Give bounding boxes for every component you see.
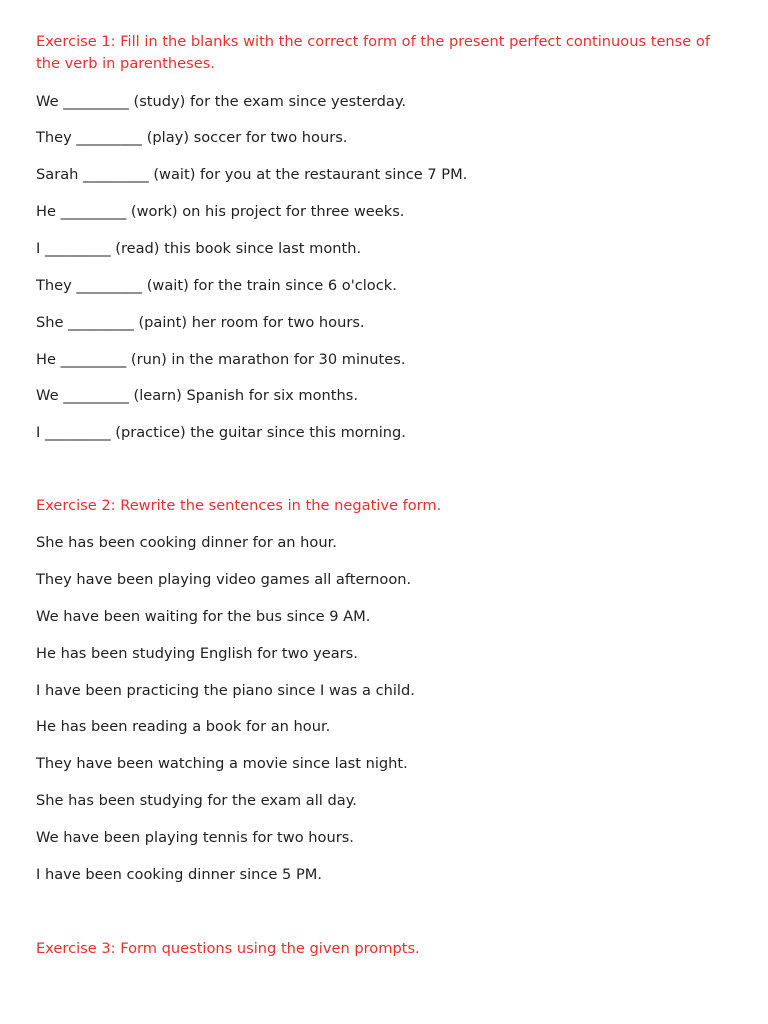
exercise2-item: She has been cooking dinner for an hour. — [36, 534, 337, 551]
exercise2-item: We have been playing tennis for two hours. — [36, 829, 354, 846]
exercise1-item: We _________ (learn) Spanish for six months. — [36, 387, 359, 404]
exercise1-item: I _________ (practice) the guitar since this morning. — [36, 424, 406, 441]
exercise1-item: They _________ (wait) for the train since 6 o'clock. — [36, 277, 397, 294]
exercise2-item: He has been reading a book for an hour. — [36, 718, 331, 735]
exercise2-heading: Exercise 2: Rewrite the sentences in the negative form. — [36, 497, 442, 514]
exercise2-item: They have been playing video games all afternoon. — [36, 571, 412, 588]
exercise2-item: He has been studying English for two years. — [36, 645, 358, 662]
exercise2-item: I have been practicing the piano since I was a child. — [36, 682, 415, 699]
exercise1-item: She _________ (paint) her room for two hours. — [36, 314, 365, 331]
exercise2-item: I have been cooking dinner since 5 PM. — [36, 866, 322, 883]
exercise2-item: She has been studying for the exam all day. — [36, 792, 357, 809]
exercise1-item: I _________ (read) this book since last month. — [36, 240, 362, 257]
exercise1-heading: Exercise 1: Fill in the blanks with the correct form of the present perfect continuous tense of the verb in parentheses. — [36, 33, 710, 72]
exercise1-item: He _________ (work) on his project for three weeks. — [36, 203, 405, 220]
exercise1-item: They _________ (play) soccer for two hours. — [36, 129, 348, 146]
exercise2-item: We have been waiting for the bus since 9 AM. — [36, 608, 371, 625]
exercise1-item: Sarah _________ (wait) for you at the restaurant since 7 PM. — [36, 166, 468, 183]
exercise2-item: They have been watching a movie since last night. — [36, 755, 408, 772]
exercise1-item: He _________ (run) in the marathon for 30 minutes. — [36, 351, 406, 368]
exercise1-item: We _________ (study) for the exam since yesterday. — [36, 93, 407, 110]
exercise3-heading: Exercise 3: Form questions using the given prompts. — [36, 940, 420, 957]
